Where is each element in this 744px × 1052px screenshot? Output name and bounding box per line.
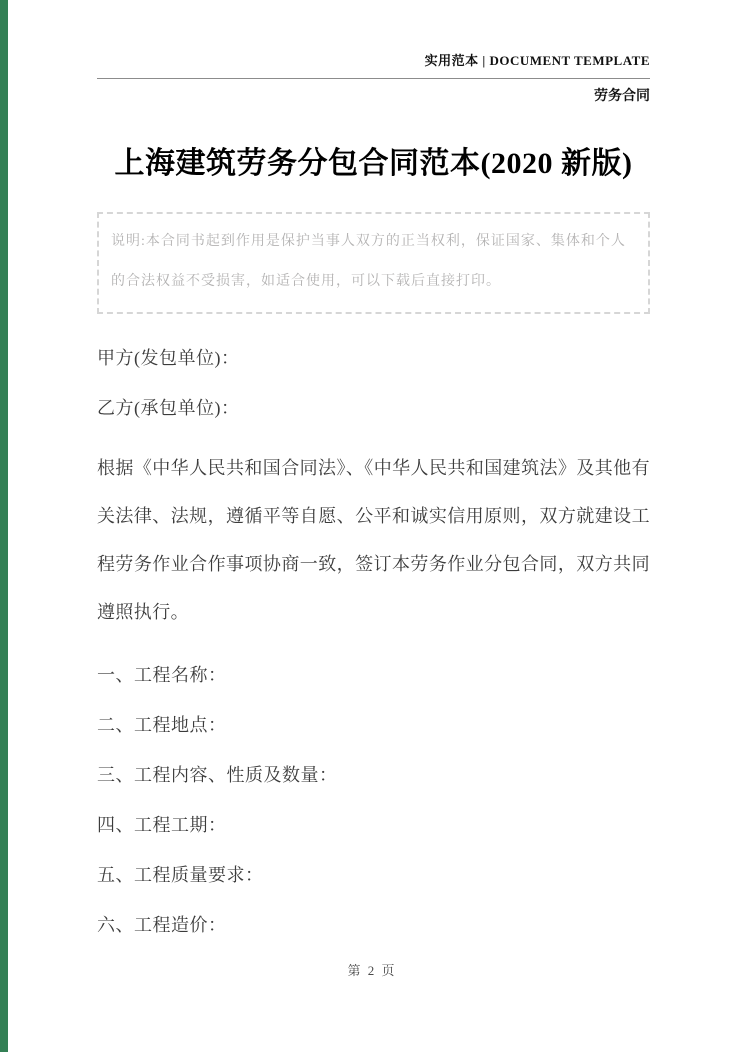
header-divider <box>97 78 650 79</box>
clause-list <box>97 650 650 950</box>
party-b-line: 乙方(承包单位)： <box>97 398 240 418</box>
left-accent-bar <box>0 0 8 1052</box>
notice-text: 说明:本合同书起到作用是保护当事人双方的正当权利，保证国家、集体和个人的合法权益不受损害，如适合使用，可以下载后直接打印。 <box>111 234 626 289</box>
clause-item-1: 一、工程名称： <box>97 665 227 685</box>
clause-item-2: 二、工程地点： <box>97 715 227 735</box>
party-a-line: 甲方(发包单位)： <box>97 348 240 368</box>
page-number: 第 2 页 <box>347 963 397 978</box>
page-content <box>97 0 650 950</box>
document-category: 劳务合同 <box>594 89 650 104</box>
notice-box <box>97 212 650 314</box>
document-body <box>97 344 650 950</box>
brand-text: 实用范本 | DOCUMENT TEMPLATE <box>424 53 650 68</box>
preamble-paragraph: 根据《中华人民共和国合同法》、《中华人民共和国建筑法》及其他有关法律、法规，遵循平等自愿、公平和诚实信用原则，双方就建设工程劳务作业合作事项协商一致，签订本劳务作业分包合同，双方共同遵照执行。 <box>97 458 650 622</box>
document-title: 上海建筑劳务分包合同范本(2020 新版) <box>114 147 633 180</box>
clause-item-6: 六、工程造价： <box>97 915 227 935</box>
document-header <box>97 0 650 105</box>
document-footer <box>0 960 744 980</box>
clause-item-3: 三、工程内容、性质及数量： <box>97 765 338 785</box>
clause-item-4: 四、工程工期： <box>97 815 227 835</box>
clause-item-5: 五、工程质量要求： <box>97 865 264 885</box>
